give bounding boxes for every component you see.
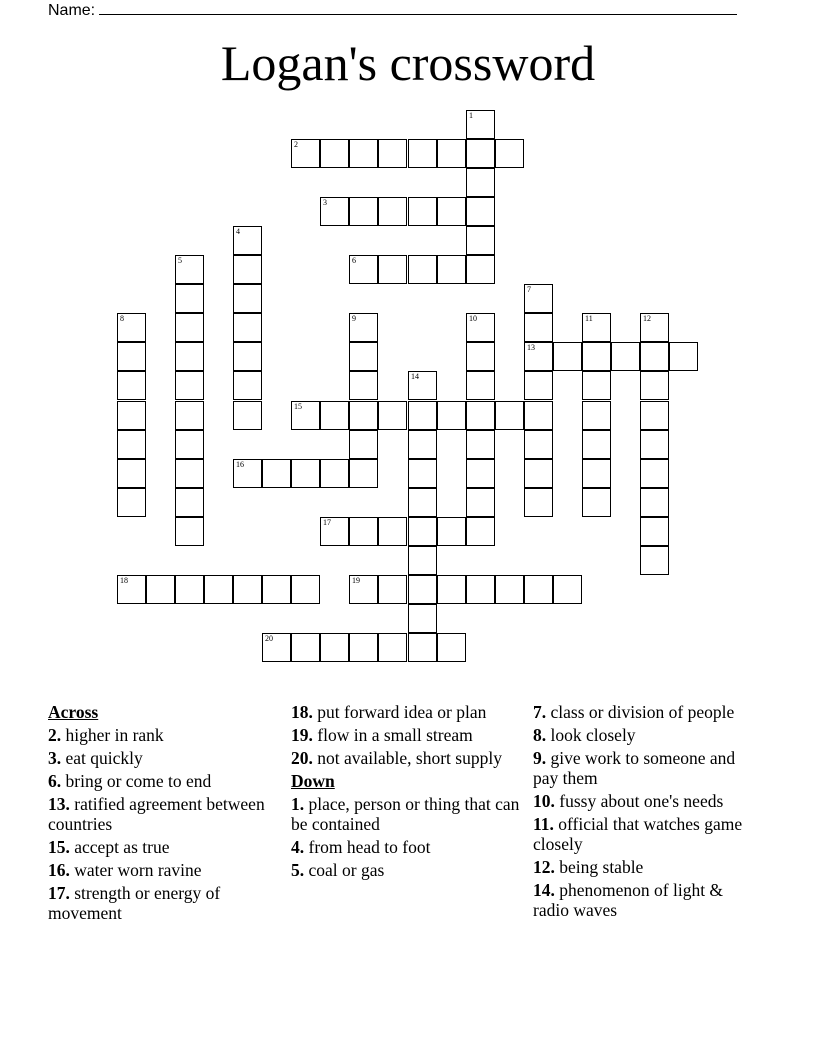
clue-number: 12 [643, 314, 651, 323]
page-title: Logan's crossword [220, 35, 596, 91]
grid-cell[interactable] [466, 401, 495, 430]
clue-number: 19 [352, 576, 360, 585]
grid-cell[interactable] [437, 401, 466, 430]
grid-cell[interactable] [640, 546, 669, 575]
grid-cell[interactable] [349, 371, 378, 400]
grid-cell[interactable] [204, 575, 233, 604]
grid-cell[interactable] [582, 459, 611, 488]
clue-column-2 [291, 702, 521, 883]
grid-cell[interactable] [117, 488, 146, 517]
clue-item [533, 814, 763, 854]
grid-cell[interactable] [466, 371, 495, 400]
clue-number: 14 [411, 372, 419, 381]
clue-item [48, 725, 278, 745]
grid-cell[interactable] [320, 401, 349, 430]
grid-cell[interactable] [611, 342, 640, 371]
clue-number: 5 [178, 256, 182, 265]
grid-cell[interactable] [349, 139, 378, 168]
grid-cell[interactable] [175, 517, 204, 546]
grid-cell[interactable] [437, 197, 466, 226]
grid-cell[interactable] [495, 401, 524, 430]
clue-item [48, 883, 278, 923]
grid-cell[interactable] [640, 517, 669, 546]
grid-cell[interactable] [175, 488, 204, 517]
grid-cell[interactable] [466, 168, 495, 197]
clue-item [533, 791, 763, 811]
grid-cell[interactable] [117, 342, 146, 371]
clue-item [533, 857, 763, 877]
grid-cell[interactable] [437, 575, 466, 604]
clue-number-label: 18. [291, 702, 313, 722]
grid-cell[interactable] [408, 197, 437, 226]
grid-cell[interactable] [233, 255, 262, 284]
grid-cell[interactable] [466, 517, 495, 546]
grid-cell[interactable] [495, 575, 524, 604]
grid-cell[interactable] [320, 459, 349, 488]
grid-cell[interactable] [466, 342, 495, 371]
clue-item [291, 794, 521, 834]
grid-cell[interactable] [233, 459, 262, 488]
clue-number-label: 5. [291, 860, 305, 880]
grid-cell[interactable] [408, 604, 437, 633]
grid-cell[interactable] [466, 459, 495, 488]
clue-number-label: 14. [533, 880, 555, 900]
clue-number: 16 [236, 460, 244, 469]
clue-number-label: 6. [48, 771, 62, 791]
grid-cell[interactable] [408, 430, 437, 459]
grid-cell[interactable] [408, 633, 437, 662]
grid-cell[interactable] [175, 342, 204, 371]
grid-cell[interactable] [349, 575, 378, 604]
clue-number-label: 9. [533, 748, 547, 768]
grid-cell[interactable] [408, 488, 437, 517]
grid-cell[interactable] [117, 313, 146, 342]
grid-cell[interactable] [553, 342, 582, 371]
clue-item [533, 725, 763, 745]
clue-number: 6 [352, 256, 356, 265]
clue-number: 20 [265, 634, 273, 643]
clue-item [48, 794, 278, 834]
clue-number-label: 17. [48, 883, 70, 903]
clue-number: 18 [120, 576, 128, 585]
grid-cell[interactable] [175, 255, 204, 284]
grid-cell[interactable] [175, 430, 204, 459]
clue-number-label: 12. [533, 857, 555, 877]
clue-number-label: 10. [533, 791, 555, 811]
clue-number-label: 19. [291, 725, 313, 745]
clue-text: phenomenon of light & radio waves [533, 880, 724, 920]
grid-cell[interactable] [437, 139, 466, 168]
grid-cell[interactable] [233, 313, 262, 342]
grid-cell[interactable] [640, 401, 669, 430]
grid-cell[interactable] [582, 342, 611, 371]
grid-cell[interactable] [349, 313, 378, 342]
grid-cell[interactable] [640, 371, 669, 400]
clue-item [48, 771, 278, 791]
grid-cell[interactable] [524, 575, 553, 604]
clue-text: official that watches game closely [533, 814, 743, 854]
grid-cell[interactable] [466, 575, 495, 604]
grid-cell[interactable] [524, 459, 553, 488]
clue-text: fussy about one's needs [559, 791, 724, 811]
grid-cell[interactable] [349, 255, 378, 284]
clue-text: coal or gas [308, 860, 385, 880]
grid-cell[interactable] [262, 575, 291, 604]
clue-number: 9 [352, 314, 356, 323]
grid-cell[interactable] [553, 575, 582, 604]
clue-number-label: 16. [48, 860, 70, 880]
clue-number-label: 2. [48, 725, 62, 745]
grid-cell[interactable] [233, 575, 262, 604]
clue-item [48, 837, 278, 857]
grid-cell[interactable] [378, 197, 407, 226]
grid-cell[interactable] [524, 430, 553, 459]
grid-cell[interactable] [291, 401, 320, 430]
grid-cell[interactable] [582, 430, 611, 459]
grid-cell[interactable] [524, 313, 553, 342]
grid-cell[interactable] [466, 430, 495, 459]
grid-cell[interactable] [524, 371, 553, 400]
clue-item [291, 860, 521, 880]
clue-item [291, 748, 521, 768]
clue-number-label: 3. [48, 748, 62, 768]
grid-cell[interactable] [349, 401, 378, 430]
grid-cell[interactable] [349, 633, 378, 662]
grid-cell[interactable] [117, 430, 146, 459]
clue-item [533, 748, 763, 788]
grid-cell[interactable] [437, 255, 466, 284]
clue-text: bring or come to end [65, 771, 212, 791]
grid-cell[interactable] [233, 342, 262, 371]
grid-cell[interactable] [582, 488, 611, 517]
clue-number-label: 13. [48, 794, 70, 814]
grid-cell[interactable] [378, 575, 407, 604]
clue-text: place, person or thing that can be contained [291, 794, 520, 834]
grid-cell[interactable] [582, 313, 611, 342]
grid-cell[interactable] [466, 139, 495, 168]
grid-cell[interactable] [378, 633, 407, 662]
grid-cell[interactable] [175, 459, 204, 488]
grid-cell[interactable] [669, 342, 698, 371]
grid-cell[interactable] [291, 459, 320, 488]
grid-cell[interactable] [524, 284, 553, 313]
grid-cell[interactable] [262, 633, 291, 662]
clue-number: 13 [527, 343, 535, 352]
clue-number-label: 8. [533, 725, 547, 745]
grid-cell[interactable] [117, 371, 146, 400]
grid-cell[interactable] [524, 488, 553, 517]
grid-cell[interactable] [233, 284, 262, 313]
clue-number: 4 [236, 227, 240, 236]
grid-cell[interactable] [349, 342, 378, 371]
clue-column-3 [533, 702, 763, 923]
clue-item [291, 837, 521, 857]
grid-cell[interactable] [582, 401, 611, 430]
grid-cell[interactable] [320, 633, 349, 662]
grid-cell[interactable] [378, 517, 407, 546]
clue-item [533, 880, 763, 920]
clue-text: accept as true [74, 837, 170, 857]
grid-cell[interactable] [408, 371, 437, 400]
grid-cell[interactable] [640, 430, 669, 459]
grid-cell[interactable] [349, 517, 378, 546]
grid-cell[interactable] [291, 575, 320, 604]
grid-cell[interactable] [291, 633, 320, 662]
clue-number: 17 [323, 518, 331, 527]
grid-cell[interactable] [117, 575, 146, 604]
clue-text: strength or energy of movement [48, 883, 221, 923]
name-label: Name: [48, 2, 96, 19]
grid-cell[interactable] [640, 342, 669, 371]
clue-text: ratified agreement between countries [48, 794, 265, 834]
clue-column-1 [48, 702, 278, 926]
grid-cell[interactable] [495, 139, 524, 168]
grid-cell[interactable] [233, 371, 262, 400]
grid-cell[interactable] [175, 575, 204, 604]
clue-item [48, 860, 278, 880]
grid-cell[interactable] [437, 517, 466, 546]
grid-cell[interactable] [524, 401, 553, 430]
grid-cell[interactable] [175, 371, 204, 400]
down-heading: Down [291, 771, 335, 791]
clue-text: higher in rank [65, 725, 164, 745]
clue-text: not available, short supply [317, 748, 502, 768]
across-heading: Across [48, 702, 99, 722]
clue-number: 3 [323, 198, 327, 207]
clue-text: class or division of people [550, 702, 735, 722]
grid-cell[interactable] [466, 488, 495, 517]
clue-number: 8 [120, 314, 124, 323]
clue-number: 7 [527, 285, 531, 294]
grid-cell[interactable] [349, 197, 378, 226]
grid-cell[interactable] [582, 371, 611, 400]
clue-item [48, 748, 278, 768]
clue-number: 11 [585, 314, 593, 323]
grid-cell[interactable] [146, 575, 175, 604]
grid-cell[interactable] [320, 197, 349, 226]
grid-cell[interactable] [408, 517, 437, 546]
grid-cell[interactable] [233, 401, 262, 430]
clue-text: put forward idea or plan [317, 702, 487, 722]
grid-cell[interactable] [466, 226, 495, 255]
grid-cell[interactable] [378, 255, 407, 284]
clue-number: 2 [294, 140, 298, 149]
grid-cell[interactable] [408, 575, 437, 604]
clue-number-label: 1. [291, 794, 305, 814]
clue-text: being stable [559, 857, 644, 877]
grid-cell[interactable] [437, 633, 466, 662]
grid-cell[interactable] [640, 313, 669, 342]
grid-cell[interactable] [117, 459, 146, 488]
clue-number-label: 4. [291, 837, 305, 857]
clue-text: give work to someone and pay them [533, 748, 736, 788]
grid-cell[interactable] [466, 255, 495, 284]
grid-cell[interactable] [408, 546, 437, 575]
clue-number: 10 [469, 314, 477, 323]
grid-cell[interactable] [408, 139, 437, 168]
grid-cell[interactable] [320, 139, 349, 168]
clue-text: eat quickly [65, 748, 143, 768]
grid-cell[interactable] [320, 517, 349, 546]
grid-cell[interactable] [408, 459, 437, 488]
clue-number-label: 11. [533, 814, 554, 834]
clue-text: water worn ravine [74, 860, 202, 880]
clue-item [291, 725, 521, 745]
grid-cell[interactable] [466, 313, 495, 342]
grid-cell[interactable] [262, 459, 291, 488]
grid-cell[interactable] [408, 255, 437, 284]
grid-cell[interactable] [117, 401, 146, 430]
grid-cell[interactable] [175, 401, 204, 430]
clue-number-label: 7. [533, 702, 547, 722]
clue-number: 15 [294, 402, 302, 411]
grid-cell[interactable] [640, 488, 669, 517]
clue-text: look closely [550, 725, 636, 745]
grid-cell[interactable] [466, 197, 495, 226]
clue-item [533, 702, 763, 722]
grid-cell[interactable] [408, 401, 437, 430]
grid-cell[interactable] [349, 430, 378, 459]
grid-cell[interactable] [233, 226, 262, 255]
clue-text: from head to foot [308, 837, 431, 857]
grid-cell[interactable] [378, 139, 407, 168]
clue-item [291, 702, 521, 722]
grid-cell[interactable] [349, 459, 378, 488]
clue-number-label: 20. [291, 748, 313, 768]
clue-number-label: 15. [48, 837, 70, 857]
grid-cell[interactable] [640, 459, 669, 488]
clue-number: 1 [469, 111, 473, 120]
grid-cell[interactable] [524, 342, 553, 371]
grid-cell[interactable] [175, 284, 204, 313]
grid-cell[interactable] [466, 110, 495, 139]
grid-cell[interactable] [378, 401, 407, 430]
grid-cell[interactable] [175, 313, 204, 342]
clue-text: flow in a small stream [317, 725, 473, 745]
grid-cell[interactable] [291, 139, 320, 168]
